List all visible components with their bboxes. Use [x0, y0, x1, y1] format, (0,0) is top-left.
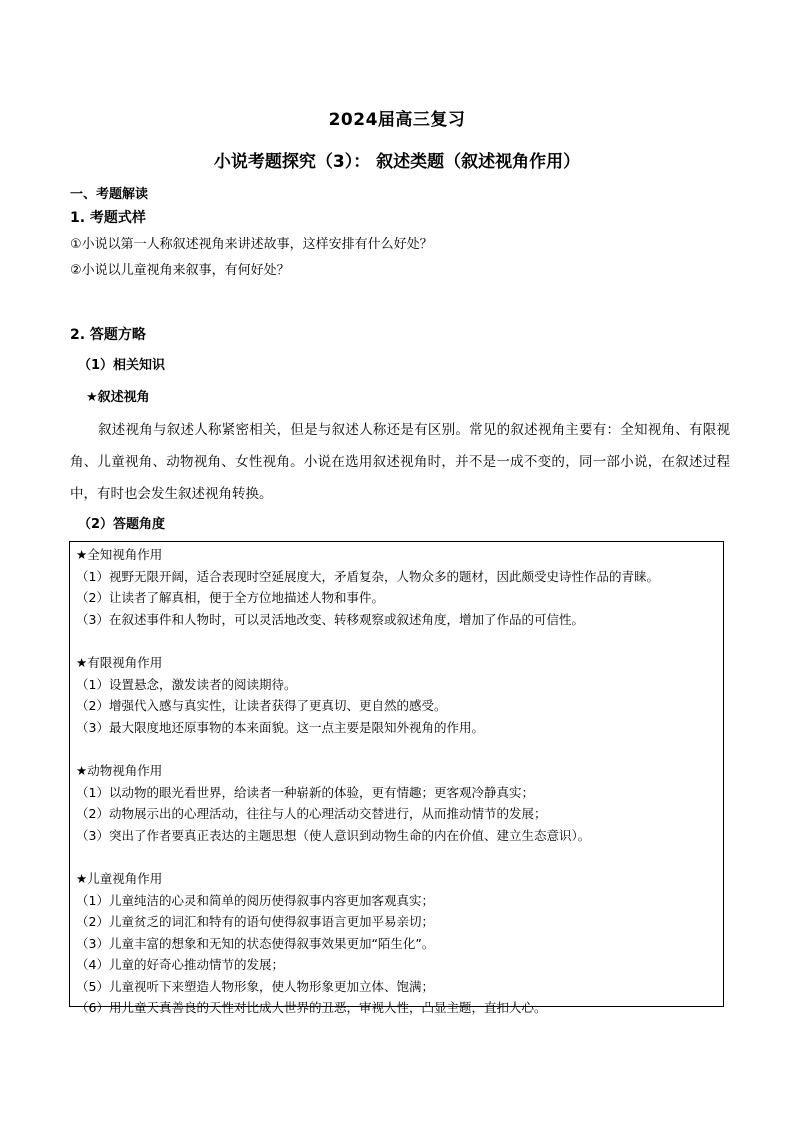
answer-angles-box: [69, 541, 724, 1016]
section-heading-1: 一、考题解读: [70, 187, 149, 202]
spacer: [76, 846, 717, 868]
list-item: （2）增强代入感与真实性，让读者获得了更真切、更自然的感受。: [76, 698, 447, 714]
list-item: （2）动物展示出的心理活动，往往与人的心理活动交替进行，从而推动情节的发展；: [76, 806, 547, 822]
group-title: ★动物视角作用: [76, 762, 163, 778]
page-subtitle: 小说考题探究（3）： 叙述类题（叙述视角作用）: [213, 152, 581, 172]
list-item: （5）儿童视听下来塑造人物形象，使人物形象更加立体、饱满；: [76, 978, 434, 994]
list-item: （6）用儿童天真善良的天性对比成人世界的丑恶，审视人性，凸显主题，直扣人心。: [76, 1000, 547, 1016]
list-item: （1）儿童纯洁的心灵和简单的阅历使得叙事内容更加客观真实；: [76, 892, 434, 908]
subheading-related-knowledge: （1）相关知识: [78, 358, 166, 373]
list-item: （1）视野无限开阔，适合表现时空延展度大，矛盾复杂，人物众多的题材，因此颇受史诗性作品的青睐。: [76, 568, 659, 584]
list-item: （1）以动物的眼光看世界，给读者一种崭新的体验，更有情趣；更客观冷静真实；: [76, 784, 534, 800]
group-title: ★全知视角作用: [76, 547, 163, 562]
section-heading-2: 2. 答题方略: [70, 327, 146, 343]
list-item: （3）突出了作者要真正表达的主题思想（使人意识到动物生命的内在价值、建立生态意识）。: [76, 827, 591, 843]
list-item: （3）最大限度地还原事物的本来面貌。这一点主要是限知外视角的作用。: [76, 719, 484, 735]
list-item: （1）设置悬念，激发读者的阅读期待。: [76, 676, 297, 692]
group-title: ★儿童视角作用: [76, 870, 163, 886]
list-item: （4）儿童的好奇心推动情节的发展；: [76, 957, 284, 973]
group-title: ★有限视角作用: [76, 654, 163, 670]
list-item: （3）儿童丰富的想象和无知的状态使得叙事效果更加“陌生化”。: [76, 935, 435, 951]
page-title: 2024届高三复习: [328, 110, 466, 130]
subheading-question-format: 1. 考题式样: [70, 210, 146, 226]
question-1: ①小说以第一人称叙述视角来讲述故事，这样安排有什么好处？: [70, 237, 433, 252]
question-2: ②小说以儿童视角来叙事，有何好处？: [70, 263, 290, 278]
star-heading-narrative-perspective: ★叙述视角: [86, 390, 150, 405]
list-item: （3）在叙述事件和人物时，可以灵活地改变、转移观察或叙述角度，增加了作品的可信性。: [76, 611, 584, 627]
spacer: [76, 738, 717, 760]
spacer: [76, 630, 717, 652]
list-item: （2）让读者了解真相，便于全方位地描述人物和事件。: [76, 590, 384, 606]
knowledge-paragraph: 叙述视角与叙述人称紧密相关，但是与叙述人称还是有区别。常见的叙述视角主要有：全知视角、有限视角、儿童视角、动物视角、女性视角。小说在选用叙述视角时，并不是一成不变的，同一部小说，在叙述过程中，有时也会发生叙述视角转换。: [70, 422, 730, 502]
list-item: （2）儿童贫乏的词汇和特有的语句使得叙事语言更加平易亲切；: [76, 914, 434, 930]
subheading-answer-angles: （2）答题角度: [78, 517, 166, 532]
